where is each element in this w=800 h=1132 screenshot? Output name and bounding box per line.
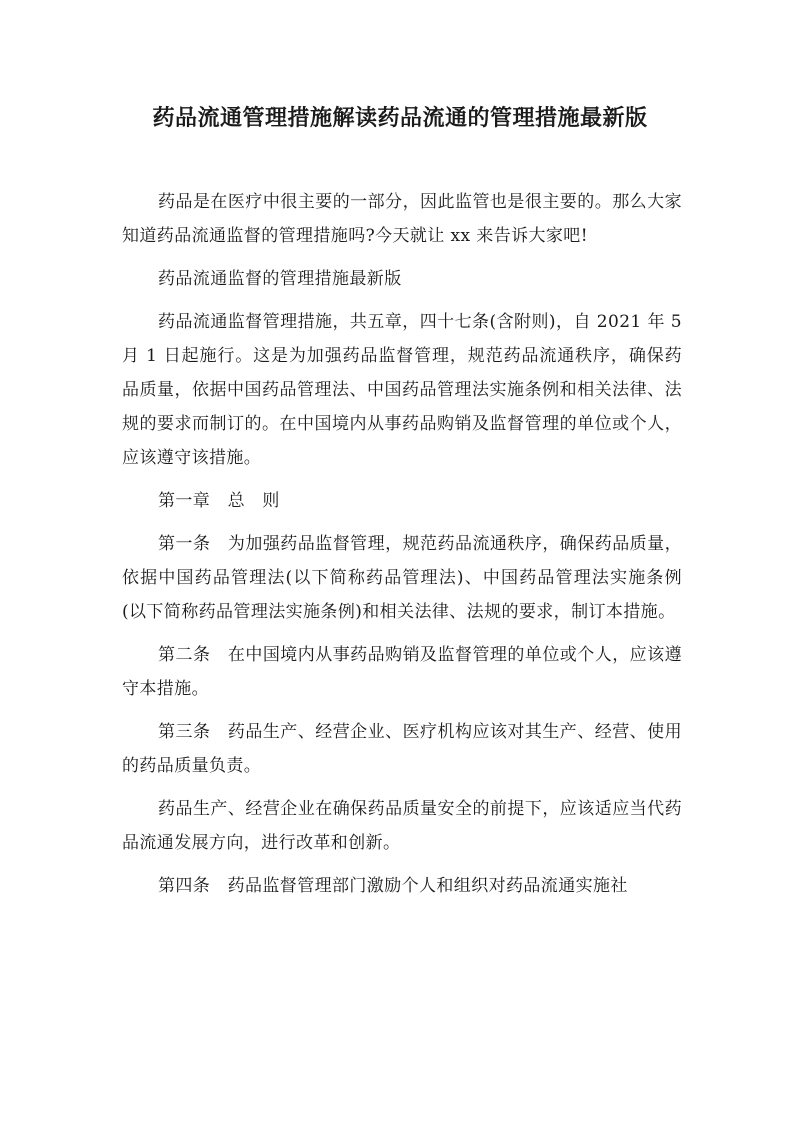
article-2: 第二条 在中国境内从事药品购销及监督管理的单位或个人，应该遵守本措施。	[122, 645, 682, 699]
article-4: 第四条 药品监督管理部门激励个人和组织对药品流通实施社	[158, 876, 628, 896]
paragraph-intro: 药品是在医疗中很主要的一部分，因此监管也是很主要的。那么大家知道药品流通监督的管理措施吗?今天就让 xx 来告诉大家吧!	[122, 192, 682, 246]
paragraph-overview: 药品流通监督管理措施，共五章，四十七条(含附则)，自 2021 年 5 月 1 日起施行。这是为加强药品监督管理，规范药品流通秩序，确保药品质量，依据中国药品管理法、中国药品管理法实施条例和相关法律、法规的要求而制订的。在中国境内从事药品购销及监督管理的单位或个人，应该遵守该措施。	[122, 312, 682, 468]
chapter-heading: 第一章 总 则	[158, 491, 280, 511]
paragraph-subtitle: 药品流通监督的管理措施最新版	[158, 269, 402, 289]
article-1: 第一条 为加强药品监督管理，规范药品流通秩序，确保药品质量，依据中国药品管理法(以下简称药品管理法)、中国药品管理法实施条例(以下简称药品管理法实施条例)和相关法律、法规的要求，制订本措施。	[122, 534, 682, 622]
article-3: 第三条 药品生产、经营企业、医疗机构应该对其生产、经营、使用的药品质量负责。	[122, 722, 682, 776]
article-3-continuation: 药品生产、经营企业在确保药品质量安全的前提下，应该适应当代药品流通发展方向，进行改革和创新。	[122, 799, 682, 853]
document-title: 药品流通管理措施解读药品流通的管理措施最新版	[152, 105, 648, 131]
document-body	[122, 185, 682, 912]
